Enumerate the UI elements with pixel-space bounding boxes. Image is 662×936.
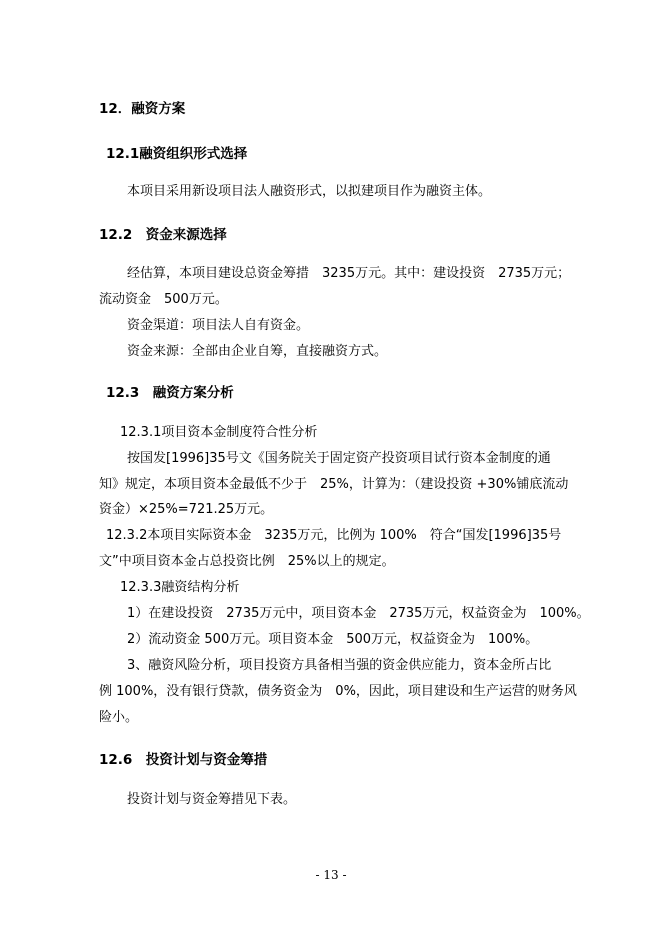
paragraph-line: 经估算，本项目建设总资金筹措 3235万元。其中：建设投资 2735万元； bbox=[127, 266, 571, 281]
paragraph: 资金渠道：项目法人自有资金。 bbox=[127, 318, 310, 333]
list-item: 2）流动资金 500万元。项目资本金 500万元，权益资金为 100%。 bbox=[127, 632, 539, 647]
paragraph-line: 文”中项目资本金占总投资比例 25%以上的规定。 bbox=[99, 554, 395, 569]
paragraph-line: 3、融资风险分析，项目投资方具备相当强的资金供应能力，资本金所占比 bbox=[127, 658, 552, 673]
paragraph-line: 按国发[1996]35号文《国务院关于固定资产投资项目试行资本金制度的通 bbox=[127, 451, 551, 466]
section-heading-12-2: 12.2 资金来源选择 bbox=[99, 227, 227, 243]
list-item: 1）在建设投资 2735万元中，项目资本金 2735万元，权益资金为 100%。 bbox=[127, 606, 590, 621]
section-heading-12-3: 12.3 融资方案分析 bbox=[106, 385, 234, 401]
paragraph-line: 知》规定，本项目资本金最低不少于 25%，计算为：（建设投资 +30%铺底流动 bbox=[99, 477, 569, 492]
paragraph-line: 资金）×25%=721.25万元。 bbox=[99, 502, 274, 517]
section-heading-12-6: 12.6 投资计划与资金筹措 bbox=[99, 752, 268, 768]
paragraph-line: 12.3.2本项目实际资本金 3235万元，比例为 100% 符合“国发[1996]35号 bbox=[106, 528, 562, 543]
section-heading-12-1: 12.1融资组织形式选择 bbox=[106, 146, 248, 162]
paragraph-line: 例 100%，没有银行贷款，债务资金为 0%，因此，项目建设和生产运营的财务风 bbox=[99, 684, 577, 699]
section-heading-12: 12．融资方案 bbox=[99, 101, 186, 117]
paragraph: 资金来源：全部由企业自筹，直接融资方式。 bbox=[127, 344, 388, 359]
paragraph: 投资计划与资金筹措见下表。 bbox=[127, 792, 297, 807]
paragraph-line: 险小。 bbox=[99, 710, 139, 725]
subsection-title: 12.3.1项目资本金制度符合性分析 bbox=[120, 425, 318, 440]
paragraph: 本项目采用新设项目法人融资形式，以拟建项目作为融资主体。 bbox=[127, 184, 492, 199]
page-number: - 13 - bbox=[315, 868, 347, 882]
subsection-title: 12.3.3融资结构分析 bbox=[120, 580, 240, 595]
paragraph-line: 流动资金 500万元。 bbox=[99, 292, 228, 307]
